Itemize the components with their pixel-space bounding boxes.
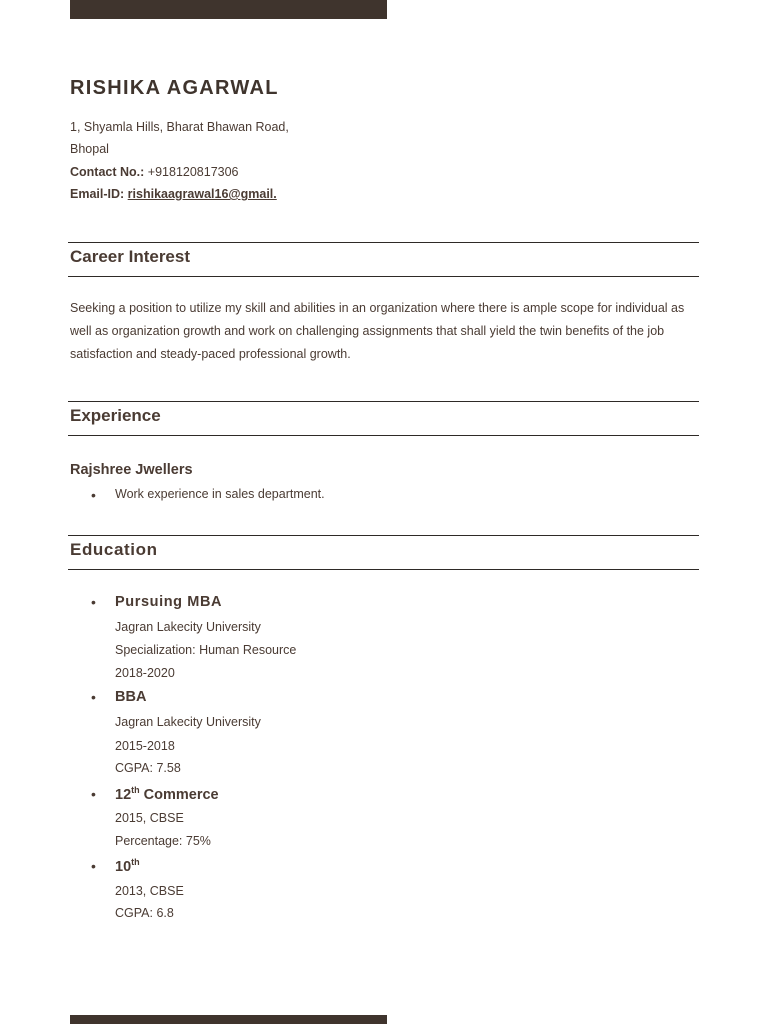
education-10th-title [115, 857, 140, 875]
bullet-icon: • [91, 487, 96, 503]
education-12th-title [115, 785, 219, 803]
education-10th-line: CGPA: 6.8 [115, 906, 174, 920]
education-10th-num: 10 [115, 858, 132, 875]
education-bba-line: Jagran Lakecity University [115, 715, 261, 729]
address [70, 116, 289, 160]
bullet-icon: • [91, 689, 96, 705]
career-interest-header [68, 242, 699, 277]
education-10th-sup: th [131, 857, 140, 867]
address-line-2: Bhopal [70, 142, 109, 156]
top-decorative-bar [70, 0, 387, 19]
education-12th-sup: th [131, 785, 140, 795]
education-12th-num: 12 [115, 786, 132, 803]
experience-title: Experience [70, 406, 161, 425]
education-bba-line: CGPA: 7.58 [115, 761, 181, 775]
experience-item: Work experience in sales department. [115, 487, 325, 501]
education-mba-line: 2018-2020 [115, 666, 175, 680]
education-12th-rest: Commerce [139, 786, 219, 803]
bullet-icon: • [91, 786, 96, 802]
education-mba-line: Jagran Lakecity University [115, 620, 261, 634]
education-mba-line: Specialization: Human Resource [115, 643, 297, 657]
experience-header [68, 401, 699, 436]
career-interest-title: Career Interest [70, 247, 191, 266]
career-interest-text: Seeking a position to utilize my skill and abilities in an organization where there is ample scope for individual as well as organization growth and work on challenging assignments that shall yield the twin benefits of the job satisfaction and steady-paced professional growth. [70, 301, 685, 361]
bullet-icon: • [91, 858, 96, 874]
candidate-name: RISHIKA AGARWAL [70, 77, 279, 99]
education-12th-line: Percentage: 75% [115, 834, 211, 848]
email-link[interactable]: rishikaagrawal16@gmail. [127, 187, 277, 201]
education-title: Education [70, 540, 158, 559]
phone-row [70, 161, 277, 183]
phone-label: Contact No.: [70, 165, 145, 179]
education-12th-line: 2015, CBSE [115, 811, 184, 825]
bullet-icon: • [91, 594, 96, 610]
email-row [70, 183, 277, 205]
education-10th-line: 2013, CBSE [115, 884, 184, 898]
bottom-decorative-bar [70, 1015, 387, 1024]
company-name: Rajshree Jwellers [70, 462, 193, 478]
education-bba-line: 2015-2018 [115, 739, 175, 753]
phone-number: +918120817306 [144, 165, 239, 179]
email-label: Email-ID: [70, 187, 125, 201]
education-mba-title: Pursuing MBA [115, 594, 223, 610]
contact-info [70, 161, 277, 205]
education-bba-title: BBA [115, 689, 147, 705]
address-line-1: 1, Shyamla Hills, Bharat Bhawan Road, [70, 120, 289, 134]
education-header [68, 535, 699, 570]
